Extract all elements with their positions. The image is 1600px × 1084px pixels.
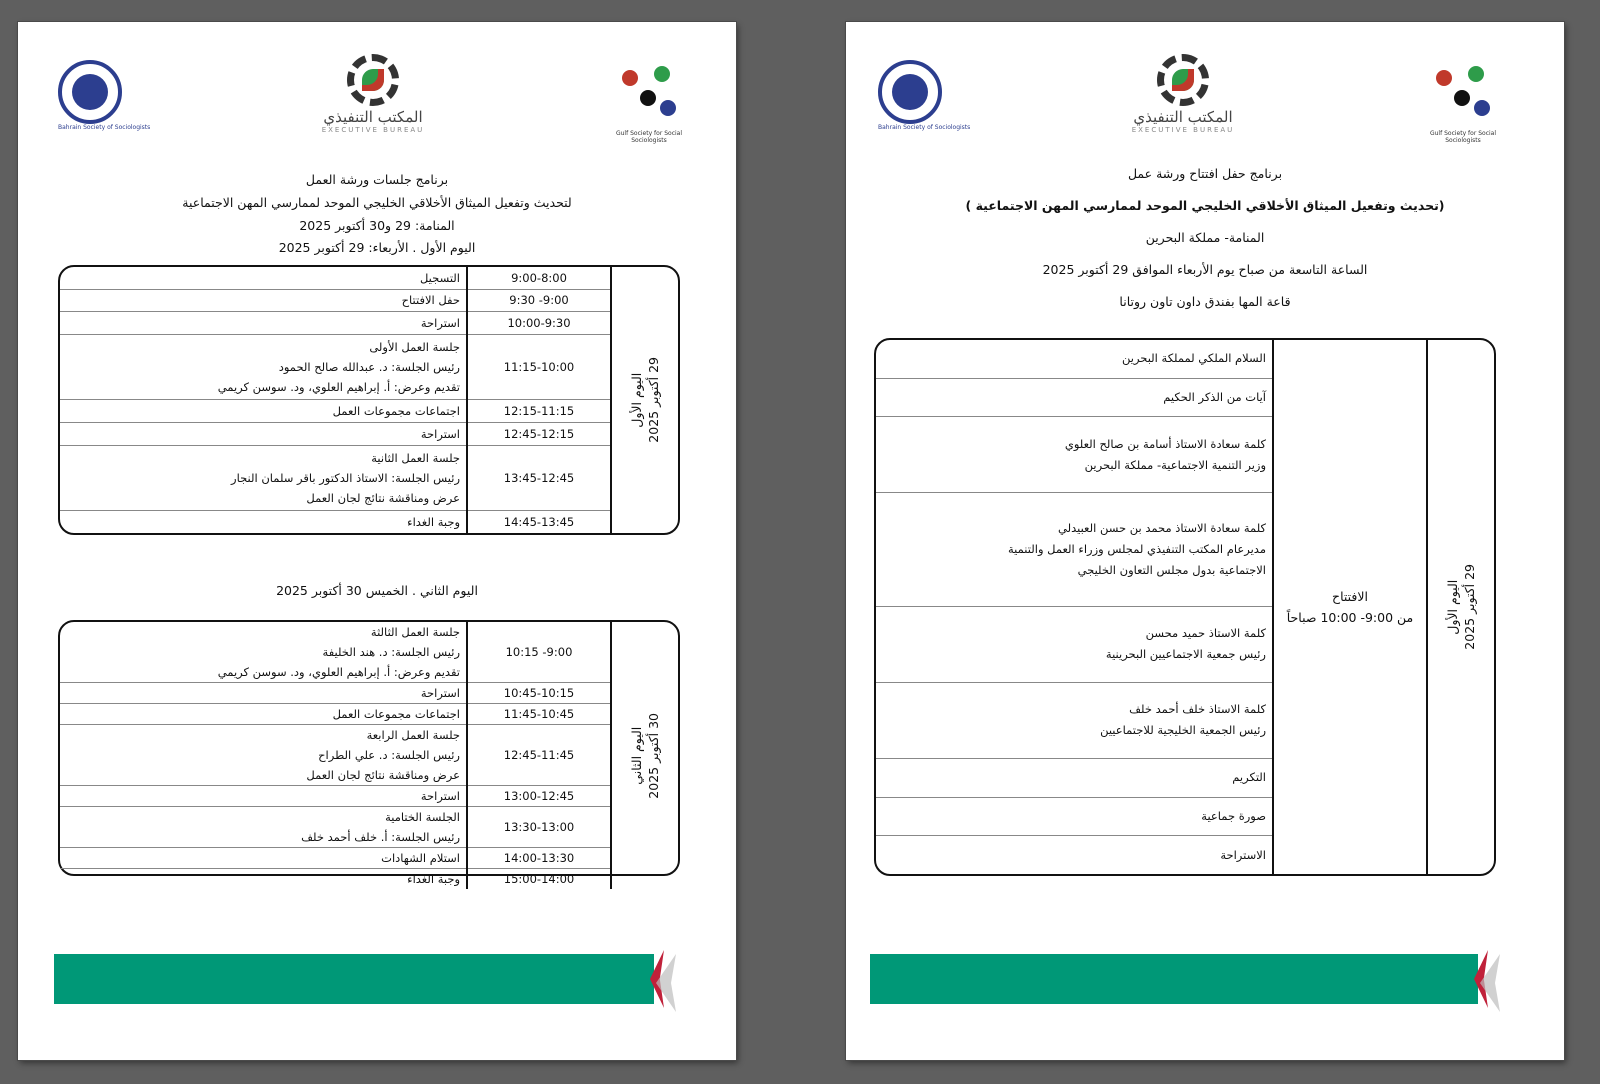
session-time: 9:30 -9:00: [467, 289, 611, 312]
table-row: [60, 622, 678, 683]
ceremony-item: [876, 340, 1273, 378]
opening-schedule-table: [874, 338, 1496, 876]
activity-line: رئيس الجلسة: د. هند الخليفة: [322, 645, 460, 659]
session-activity: [60, 725, 467, 786]
day2-column: [611, 622, 678, 889]
session-activity: [60, 869, 467, 890]
opening-day-column-line2: 29 أكتوبر 2025: [1462, 564, 1477, 650]
opening-day-column-line1: اليوم الأول: [1445, 579, 1460, 635]
day2-column-line2: 30 أكتوبر 2025: [646, 712, 661, 799]
session-activity: [60, 334, 467, 400]
right-title-3: المنامة- مملكة البحرين: [1145, 230, 1265, 245]
right-title-4: الساعة التاسعة من صباح يوم الأربعاء الموافق 29 أكتوبر 2025: [1042, 262, 1368, 277]
right-title-5: قاعة المها بفندق داون تاون روتانا: [1119, 294, 1291, 309]
activity-line: الجلسة الختامية: [385, 810, 460, 824]
table-row: [60, 334, 678, 400]
session-activity: [60, 704, 467, 725]
session-time: 11:45-10:45: [467, 704, 611, 725]
footer-bar: [54, 954, 654, 1004]
day1-column: [611, 267, 678, 533]
day2-title: اليوم الثاني . الخميس 30 أكتوبر 2025: [276, 583, 478, 598]
activity-line: اجتماعات مجموعات العمل: [332, 707, 460, 721]
day2-column-line1: اليوم الثاني: [629, 726, 644, 785]
executive-bureau-logo: المكتب التنفيذي EXECUTIVE BUREAU: [1128, 54, 1238, 134]
activity-line: استراحة: [420, 426, 460, 441]
ceremony-item: [876, 682, 1273, 758]
session-time: 11:15-10:00: [467, 334, 611, 400]
table-row: [60, 445, 678, 511]
ceremony-item: [876, 493, 1273, 606]
ceremony-item: [876, 417, 1273, 493]
session-time: 10:15 -9:00: [467, 622, 611, 683]
table-row: [60, 400, 678, 423]
session-time: 12:15-11:15: [467, 400, 611, 423]
gulf-society-logo: Gulf Society for Social Sociologists: [1428, 60, 1498, 144]
activity-line: وجبة الغداء: [407, 872, 460, 886]
table-row: [60, 704, 678, 725]
session-activity: [60, 683, 467, 704]
activity-line: رئيس الجلسة: الاستاذ الدكتور باقر سلمان النجار: [231, 471, 460, 486]
table-row: [60, 511, 678, 533]
activity-line: استراحة: [420, 315, 460, 330]
session-time: 14:45-13:45: [467, 511, 611, 533]
left-title-2: لتحديث وتفعيل الميثاق الأخلاقي الخليجي الموحد لممارسي المهن الاجتماعية: [182, 195, 572, 210]
bahrain-society-logo: Bahrain Society of Sociologists: [58, 60, 150, 131]
table-row: [60, 683, 678, 704]
session-activity: [60, 423, 467, 446]
ceremony-line: السلام الملكي لمملكة البحرين: [1121, 351, 1266, 366]
session-activity: [60, 289, 467, 312]
session-activity: [60, 511, 467, 533]
ceremony-item: [876, 836, 1273, 874]
opening-label: الافتتاح: [1332, 589, 1368, 604]
activity-line: استلام الشهادات: [381, 851, 460, 865]
activity-line: جلسة العمل الثانية: [371, 451, 460, 466]
ceremony-line: كلمة سعادة الاستاذ أسامة بن صالح العلوي: [1064, 436, 1266, 451]
ceremony-line: مديرعام المكتب التنفيذي لمجلس وزراء العمل والتنمية: [1008, 542, 1266, 557]
ceremony-line: كلمة سعادة الاستاذ محمد بن حسن العبيدلي: [1057, 521, 1266, 536]
table-row: [60, 423, 678, 446]
session-activity: [60, 400, 467, 423]
table-row: [60, 267, 678, 289]
executive-bureau-logo: المكتب التنفيذي EXECUTIVE BUREAU: [318, 54, 428, 134]
activity-line: حفل الافتتاح: [401, 293, 460, 308]
footer-bar: [870, 954, 1478, 1004]
day1-column-line1: اليوم الأول: [629, 372, 644, 428]
ceremony-line: كلمة الاستاذ حميد محسن: [1145, 626, 1266, 641]
opening-time: من 9:00- 10:00 صباحاً: [1286, 610, 1414, 625]
gulf-society-logo: Gulf Society for Social Sociologists: [614, 60, 684, 144]
bahrain-society-logo: Bahrain Society of Sociologists: [878, 60, 970, 131]
activity-line: استراحة: [420, 686, 460, 700]
ceremony-line: الاستراحة: [1220, 847, 1266, 862]
activity-line: رئيس الجلسة: أ. خلف أحمد خلف: [301, 830, 460, 844]
session-activity: [60, 267, 467, 289]
left-title-4: اليوم الأول . الأربعاء: 29 أكتوبر 2025: [278, 240, 476, 255]
session-activity: [60, 848, 467, 869]
left-title-1: برنامج جلسات ورشة العمل: [305, 172, 449, 187]
activity-line: جلسة العمل الأولى: [369, 340, 460, 355]
activity-line: تقديم وعرض: أ. إبراهيم العلوي، ود. سوسن كريمي: [217, 665, 460, 679]
day1-schedule-table: [58, 265, 680, 535]
ceremony-line: التكريم: [1232, 770, 1266, 785]
table-row: [60, 725, 678, 786]
day2-schedule-table: [58, 620, 680, 886]
session-time: 13:30-13:00: [467, 807, 611, 848]
table-row: [876, 340, 1494, 378]
day1-column-line2: 29 أكتوبر 2025: [646, 357, 661, 443]
session-time: 12:45-11:45: [467, 725, 611, 786]
chevron-icon: [642, 950, 676, 1008]
activity-line: اجتماعات مجموعات العمل: [332, 404, 460, 419]
activity-line: عرض ومناقشة نتائج لجان العمل: [306, 491, 460, 506]
table-row: [60, 848, 678, 869]
right-title-1: برنامج حفل افتتاح ورشة عمل: [1127, 166, 1283, 181]
opening-day-column: [1427, 340, 1494, 874]
session-time: 13:00-12:45: [467, 786, 611, 807]
ceremony-line: كلمة الاستاذ خلف أحمد خلف: [1129, 702, 1266, 717]
session-activity: [60, 622, 467, 683]
ceremony-item: [876, 378, 1273, 417]
table-row: [60, 807, 678, 848]
session-time: 12:45-12:15: [467, 423, 611, 446]
activity-line: جلسة العمل الرابعة: [366, 728, 460, 742]
table-row: [60, 289, 678, 312]
day1-column-label: [628, 357, 662, 443]
ceremony-line: آيات من الذكر الحكيم: [1163, 389, 1266, 404]
page-workshop-sessions: [18, 22, 736, 1060]
ceremony-item: [876, 606, 1273, 682]
opening-time-column: [1273, 340, 1427, 874]
session-activity: [60, 786, 467, 807]
session-time: 13:45-12:45: [467, 445, 611, 511]
activity-line: رئيس الجلسة: د. عبدالله صالح الحمود: [278, 360, 460, 375]
ceremony-line: الاجتماعية بدول مجلس التعاون الخليجي: [1077, 563, 1266, 578]
chevron-icon: [1466, 950, 1500, 1008]
ceremony-line: وزير التنمية الاجتماعية- مملكة البحرين: [1084, 457, 1266, 472]
left-title-3: المنامة: 29 و30 أكتوبر 2025: [299, 218, 455, 233]
day2-column-label: [628, 713, 662, 799]
activity-line: عرض ومناقشة نتائج لجان العمل: [306, 768, 460, 782]
activity-line: وجبة الغداء: [407, 515, 460, 530]
activity-line: رئيس الجلسة: د. علي الطراح: [318, 748, 460, 762]
activity-line: جلسة العمل الثالثة: [370, 625, 460, 639]
session-time: 15:00-14:00: [467, 869, 611, 890]
ceremony-item: [876, 758, 1273, 797]
session-time: 14:00-13:30: [467, 848, 611, 869]
session-time: 10:45-10:15: [467, 683, 611, 704]
table-row: [60, 312, 678, 335]
session-activity: [60, 445, 467, 511]
session-time: 9:00-8:00: [467, 267, 611, 289]
ceremony-line: صورة جماعية: [1201, 808, 1266, 823]
activity-line: التسجيل: [419, 270, 460, 285]
table-row: [60, 786, 678, 807]
activity-line: تقديم وعرض: أ. إبراهيم العلوي، ود. سوسن كريمي: [217, 380, 460, 395]
table-row: [60, 869, 678, 890]
ceremony-line: رئيس جمعية الاجتماعيين البحرينية: [1105, 647, 1266, 662]
page-opening-ceremony: [846, 22, 1564, 1060]
session-activity: [60, 312, 467, 335]
ceremony-line: رئيس الجمعية الخليجية للاجتماعيين: [1100, 723, 1266, 738]
session-time: 10:00-9:30: [467, 312, 611, 335]
ceremony-item: [876, 797, 1273, 836]
session-activity: [60, 807, 467, 848]
right-title-2: (تحديث وتفعيل الميثاق الأخلاقي الخليجي الموحد لممارسي المهن الاجتماعية ): [965, 198, 1445, 213]
activity-line: استراحة: [420, 789, 460, 803]
opening-day-column-label: [1444, 564, 1478, 650]
